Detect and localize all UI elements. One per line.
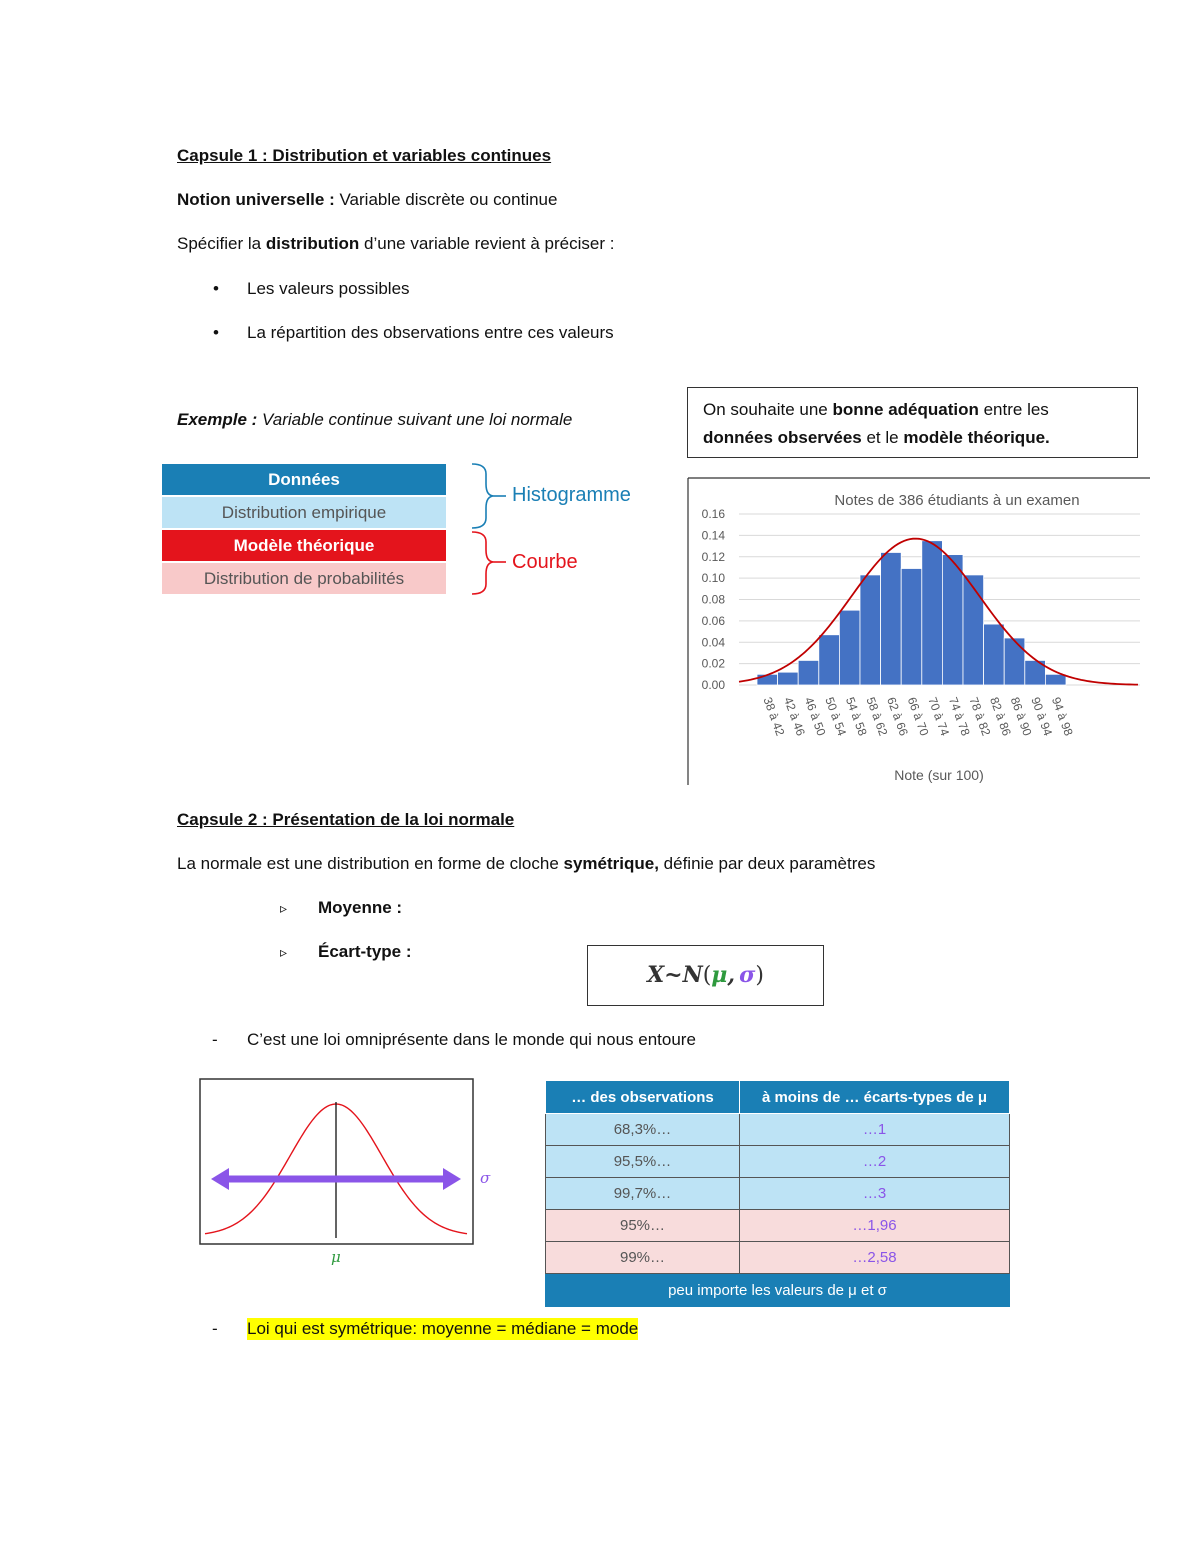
table-cell-obs: 95%… xyxy=(546,1210,740,1242)
chart-xtick-label: 70 à 74 xyxy=(925,695,953,738)
table-cell-ecart: …1,96 xyxy=(740,1210,1010,1242)
triangle-bullet-icon: ▹ xyxy=(280,900,288,916)
adequation-text: et le xyxy=(861,428,904,447)
chart-ytick-label: 0.12 xyxy=(701,549,725,564)
chart-bar xyxy=(819,635,840,685)
table-footer: peu importe les valeurs de μ et σ xyxy=(546,1274,1010,1307)
formula-n: N xyxy=(682,962,703,988)
bullet-item: La répartition des observations entre ces valeurs xyxy=(247,323,614,342)
table-row xyxy=(546,1242,1010,1274)
chart-ytick-label: 0.10 xyxy=(701,571,725,586)
chart-xtick-label: 82 à 86 xyxy=(987,695,1014,738)
chart-title: Notes de 386 étudiants à un examen xyxy=(834,492,1080,509)
spec-line xyxy=(177,233,614,255)
chart-ytick-label: 0.16 xyxy=(701,507,725,521)
adequation-text: entre les xyxy=(978,400,1049,419)
chart-ytick-label: 0.04 xyxy=(701,635,725,650)
spec-text-1: Spécifier la xyxy=(177,234,266,253)
chart-ytick-label: 0.08 xyxy=(701,592,725,607)
bullet-icon: • xyxy=(213,279,219,298)
notion-text: Variable discrète ou continue xyxy=(334,190,558,209)
chart-xtick-label: 38 à 42 xyxy=(760,695,788,738)
chart-ytick-label: 0.06 xyxy=(701,613,725,628)
chart-ytick-label: 0.14 xyxy=(701,528,725,543)
param-ecart-type: Écart-type : xyxy=(318,942,412,961)
adequation-line-1 xyxy=(703,396,1137,424)
table-header: … des observations xyxy=(546,1081,740,1114)
notion-label: Notion universelle : xyxy=(177,190,335,209)
adequation-bold: modèle théorique. xyxy=(903,428,1050,447)
dash-icon: - xyxy=(212,1319,218,1338)
sigma-rule-table xyxy=(545,1080,1010,1307)
formula-box xyxy=(587,945,824,1006)
chart-xtick-label: 42 à 46 xyxy=(781,695,808,738)
legend-donnees: Données xyxy=(162,464,446,495)
capsule1-title: Capsule 1 : Distribution et variables continues xyxy=(177,146,552,165)
table-cell-ecart: …2,58 xyxy=(740,1242,1010,1274)
capsule2-title: Capsule 2 : Présentation de la loi normale xyxy=(177,810,515,829)
chart-xtick-label: 86 à 90 xyxy=(1007,695,1035,738)
bell-mu-label: μ xyxy=(331,1248,341,1266)
chart-xtick-label: 46 à 50 xyxy=(801,695,829,738)
histogram-chart xyxy=(687,477,1150,785)
chart-xtick-label: 66 à 70 xyxy=(904,695,932,738)
chart-bar xyxy=(942,555,963,685)
intro-text-1: La normale est une distribution en forme de cloche xyxy=(177,854,564,873)
formula-paren: ) xyxy=(755,963,764,988)
adequation-text: On souhaite une xyxy=(703,400,833,419)
table-row xyxy=(546,1114,1010,1146)
chart-bar xyxy=(1004,638,1025,685)
brace-icon xyxy=(462,460,522,600)
chart-bar xyxy=(839,610,860,685)
bell-sigma-label: σ xyxy=(480,1169,491,1187)
chart-xtick-label: 62 à 66 xyxy=(884,695,911,738)
dash-icon: - xyxy=(212,1030,218,1049)
legend-empirique: Distribution empirique xyxy=(162,497,446,528)
chart-xlabel: Note (sur 100) xyxy=(894,767,984,783)
formula-x: X xyxy=(647,962,665,988)
symmetric-line: Loi qui est symétrique: moyenne = médiane = mode xyxy=(247,1319,639,1338)
table-cell-ecart: …2 xyxy=(740,1146,1010,1178)
courbe-label: Courbe xyxy=(512,551,578,573)
intro-line xyxy=(177,853,875,875)
spec-bold: distribution xyxy=(265,234,360,253)
table-cell-obs: 99,7%… xyxy=(546,1178,740,1210)
notion-line xyxy=(177,189,557,211)
spec-text-2: d’une variable revient à préciser : xyxy=(359,234,615,253)
table-header-row xyxy=(546,1081,1010,1114)
example-text: Variable continue suivant une loi normale xyxy=(257,410,573,429)
chart-bar xyxy=(778,672,799,685)
triangle-bullet-icon: ▹ xyxy=(280,944,288,960)
histogramme-label: Histogramme xyxy=(512,484,631,506)
table-cell-obs: 99%… xyxy=(546,1242,740,1274)
formula-sigma: σ xyxy=(739,962,756,988)
formula-mu: μ xyxy=(711,962,728,988)
legend-probabilites: Distribution de probabilités xyxy=(162,563,446,594)
chart-ytick-label: 0.00 xyxy=(701,678,725,692)
chart-xtick-label: 54 à 58 xyxy=(842,695,870,738)
chart-xtick-label: 90 à 94 xyxy=(1028,695,1056,738)
table-header: à moins de … écarts-types de μ xyxy=(740,1081,1010,1114)
table-row xyxy=(546,1210,1010,1242)
chart-xtick-label: 50 à 54 xyxy=(822,695,850,738)
chart-bar xyxy=(1045,674,1066,685)
adequation-bold: bonne adéquation xyxy=(832,400,979,419)
bullet-icon: • xyxy=(213,323,219,342)
example-line xyxy=(177,409,572,431)
table-cell-ecart: …3 xyxy=(740,1178,1010,1210)
adequation-line-2 xyxy=(703,424,1137,452)
adequation-bold: données observées xyxy=(703,428,862,447)
legend-modele: Modèle théorique xyxy=(162,530,446,561)
chart-xtick-label: 74 à 78 xyxy=(945,695,973,738)
chart-ytick-label: 0.02 xyxy=(701,656,725,671)
table-footer-row xyxy=(546,1274,1010,1307)
chart-bar xyxy=(881,552,902,685)
chart-xtick-label: 58 à 62 xyxy=(863,695,891,738)
chart-bar xyxy=(901,569,922,685)
param-moyenne: Moyenne : xyxy=(318,898,403,917)
intro-text-2: définie par deux paramètres xyxy=(658,854,876,873)
table-cell-ecart: …1 xyxy=(740,1114,1010,1146)
chart-xtick-label: 78 à 82 xyxy=(966,695,994,738)
table-cell-obs: 68,3%… xyxy=(546,1114,740,1146)
chart-bar xyxy=(963,575,984,685)
table-cell-obs: 95,5%… xyxy=(546,1146,740,1178)
chart-bar xyxy=(757,674,778,685)
chart-bar xyxy=(922,541,943,685)
omni-line: C’est une loi omniprésente dans le monde qui nous entoure xyxy=(247,1030,696,1049)
table-row xyxy=(546,1178,1010,1210)
chart-bar xyxy=(798,660,819,685)
bullet-item: Les valeurs possibles xyxy=(247,279,410,298)
adequation-box xyxy=(687,387,1138,458)
chart-bar xyxy=(860,575,881,685)
intro-bold: symétrique, xyxy=(563,854,659,873)
formula-paren: ( xyxy=(702,963,712,988)
table-row xyxy=(546,1146,1010,1178)
chart-bar xyxy=(984,624,1005,685)
formula-comma: , xyxy=(727,962,736,988)
bell-curve-figure xyxy=(199,1078,475,1246)
formula-tilde: ~ xyxy=(664,962,683,988)
example-label: Exemple : xyxy=(177,410,258,429)
chart-xtick-label: 94 à 98 xyxy=(1048,695,1076,738)
